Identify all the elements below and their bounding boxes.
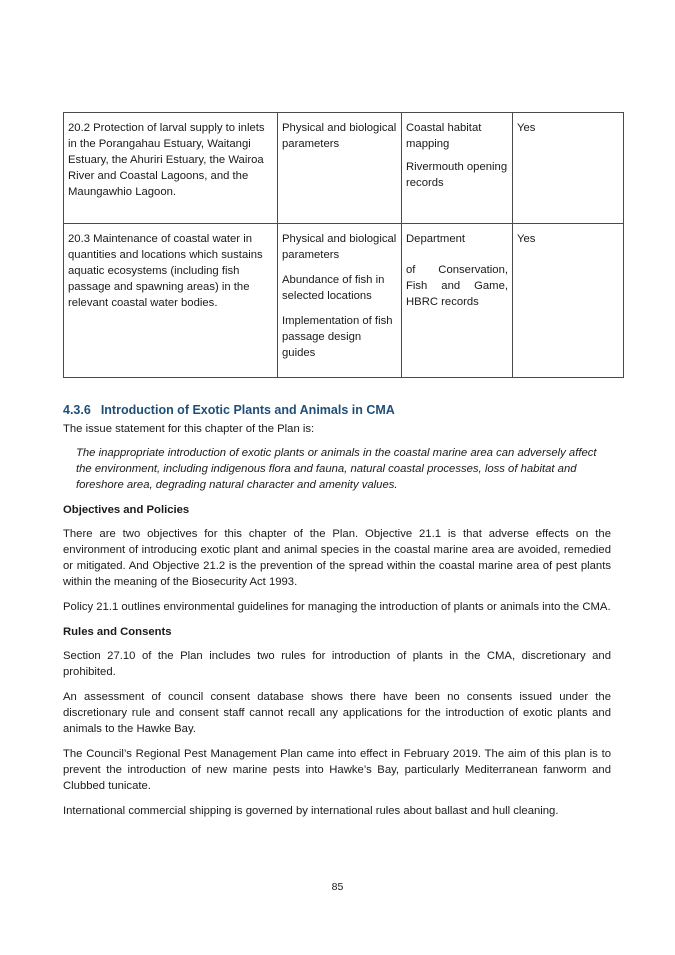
indicator-cell xyxy=(278,224,402,378)
table-row xyxy=(64,224,624,378)
indicator-text: Abundance of fish in selected locations xyxy=(282,274,385,302)
source-cell xyxy=(402,224,513,378)
source-text: Rivermouth opening records xyxy=(406,161,508,189)
status-cell xyxy=(513,224,624,378)
page-number: 85 xyxy=(331,881,344,893)
paragraph: There are two objectives for this chapter of the Plan. Objective 21.1 is that adverse effects on the environment of introducing exotic plant and animal species in the coastal marine area are avoided, remedied or mitigated. And Objective 21.2 is the prevention of the spread within the coastal marine area of pest plants within the meaning of the Biosecurity Act 1993. xyxy=(63,528,611,588)
objective-text: 20.2 Protection of larval supply to inlets in the Porangahau Estuary, Waitangi Estuary, the Ahuriri Estuary, the Wairoa River and Coastal Lagoons, and the Maungawhio Lagoon. xyxy=(68,122,265,198)
section-heading xyxy=(63,402,611,418)
issue-statement: The inappropriate introduction of exotic plants or animals in the coastal marine area can adversely affect the environment, including indigenous flora and fauna, natural coastal processes, loss of habitat and foreshore area, degrading natural character and amenity values. xyxy=(76,447,597,491)
indicator-text: Physical and biological parameters xyxy=(282,122,397,150)
objective-cell xyxy=(64,224,278,378)
indicator-text: Implementation of fish passage design guides xyxy=(282,315,393,359)
paragraph: Policy 21.1 outlines environmental guidelines for managing the introduction of plants or animals into the CMA. xyxy=(63,601,611,613)
table-row xyxy=(64,113,624,224)
section-content xyxy=(63,402,611,828)
objective-cell xyxy=(64,113,278,224)
source-cell xyxy=(402,113,513,224)
subheading-objectives: Objectives and Policies xyxy=(63,504,190,516)
source-text: Department xyxy=(406,233,466,245)
status-cell xyxy=(513,113,624,224)
paragraph: The Council’s Regional Pest Management Plan came into effect in February 2019. The aim of this plan is to prevent the introduction of new marine pests into Hawke’s Bay, particularly Mediterranean fanworm and Clubbed tunicate. xyxy=(63,748,611,792)
intro-text: The issue statement for this chapter of the Plan is: xyxy=(63,423,315,435)
paragraph: Section 27.10 of the Plan includes two rules for introduction of plants in the CMA, discretionary and prohibited. xyxy=(63,650,611,678)
source-text: Coastal habitat mapping xyxy=(406,122,482,150)
paragraph: International commercial shipping is governed by international rules about ballast and hull cleaning. xyxy=(63,805,559,817)
indicator-cell xyxy=(278,113,402,224)
paragraph: An assessment of council consent database shows there have been no consents issued under the discretionary rule and consent staff cannot recall any applications for the introduction of exotic plants and animals to the Hawke Bay. xyxy=(63,691,611,735)
monitoring-table xyxy=(63,112,624,378)
indicator-text: Physical and biological parameters xyxy=(282,233,397,261)
objective-text: 20.3 Maintenance of coastal water in quantities and locations which sustains aquatic ecosystems (including fish passage and spawning areas) in the relevant coastal water bodies. xyxy=(68,233,263,309)
status-text: Yes xyxy=(517,233,536,245)
status-text: Yes xyxy=(517,122,536,134)
section-title: Introduction of Exotic Plants and Animals in CMA xyxy=(100,403,395,417)
source-text: of Conservation, Fish and Game, HBRC records xyxy=(406,264,508,308)
subheading-rules: Rules and Consents xyxy=(63,626,172,638)
section-number: 4.3.6 xyxy=(63,403,91,417)
